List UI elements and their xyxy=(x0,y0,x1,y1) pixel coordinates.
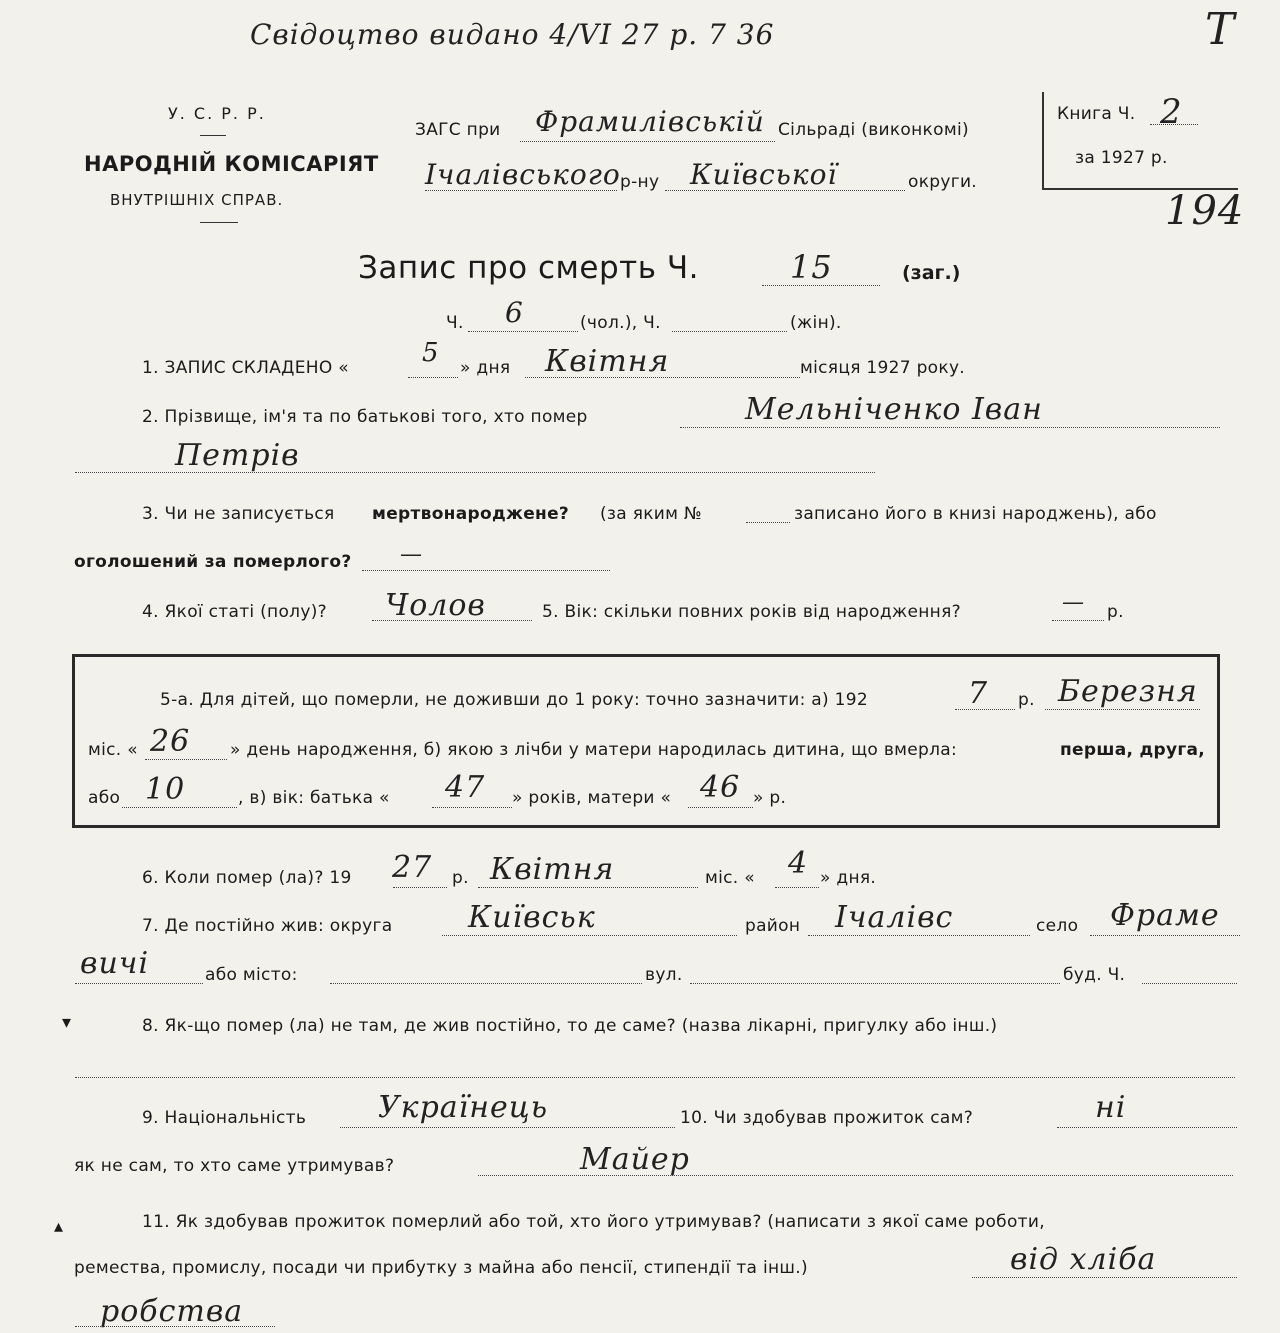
q1-mid: » дня xyxy=(460,358,511,378)
q11-line3-hw: робства xyxy=(100,1294,244,1329)
q3-a: 3. Чи не записується xyxy=(142,504,335,524)
q1-month-hw: Квітня xyxy=(545,344,670,379)
q7-misto: або місто: xyxy=(205,965,298,985)
female-label: (жін). xyxy=(790,313,842,333)
record-number-hw: 15 xyxy=(790,248,833,286)
q5a-r: р. xyxy=(1018,690,1035,710)
q7-rayon-hw: Ічалівс xyxy=(835,900,954,935)
q11-line2-hw: від хліба xyxy=(1010,1242,1157,1277)
zags-prefix: ЗАГС при xyxy=(415,120,501,140)
q6-month-hw: Квітня xyxy=(490,852,615,887)
margin-number: 194 xyxy=(1165,188,1245,234)
book-number-hw: 2 xyxy=(1160,92,1183,132)
q11-line1: 11. Як здобував прожиток померлий або той, хто його утримував? (написати з якої саме роботи, xyxy=(142,1212,1045,1232)
q3-b: мертвонароджене? xyxy=(372,504,570,524)
q6-year-hw: 27 xyxy=(392,850,433,885)
q5a-line1: 5-а. Для дітей, що померли, не доживши до 1 року: точно зазначити: а) 192 xyxy=(160,690,869,710)
q5a-month-hw: Березня xyxy=(1058,674,1198,709)
internal-affairs-label: ВНУТРІШНІХ СПРАВ. xyxy=(110,191,284,209)
male-count-hw: 6 xyxy=(505,296,524,329)
q3-e: оголошений за померлого? xyxy=(74,552,352,572)
q2-name2-hw: Петрів xyxy=(175,438,300,473)
q5-age-hw: — xyxy=(1062,590,1085,615)
ussr-label: У. С. Р. Р. xyxy=(168,104,266,123)
q5a-mother-hw: 46 xyxy=(700,770,741,805)
q6-label: 6. Коли помер (ла)? 19 xyxy=(142,868,352,888)
zags-district-label: р-ну xyxy=(620,172,660,192)
record-title-suffix: (заг.) xyxy=(902,262,961,284)
q6-tail: » дня. xyxy=(820,868,877,888)
q10-hw: ні xyxy=(1095,1090,1127,1125)
q6-r: р. xyxy=(452,868,469,888)
q6-day-hw: 4 xyxy=(788,846,809,881)
q5a-day-hw: 26 xyxy=(150,724,191,759)
male-label: (чол.), Ч. xyxy=(580,313,661,333)
q7-selo2-hw: вичі xyxy=(80,946,150,981)
q10-label: 10. Чи здобував прожиток сам? xyxy=(680,1108,974,1128)
q3-d: записано його в книзі народжень), або xyxy=(794,504,1157,524)
q4-sex-hw: Чолов xyxy=(385,588,486,623)
q7-okrug-hw: Київськ xyxy=(468,900,596,935)
q9-nat-hw: Українець xyxy=(378,1090,549,1125)
zags-okrug-hw: Київської xyxy=(690,158,838,191)
q7-vul: вул. xyxy=(645,965,683,985)
q7-label: 7. Де постійно жив: округа xyxy=(142,916,393,936)
q5a-order-hw: 10 xyxy=(145,772,186,807)
zags-council: Сільраді (виконкомі) xyxy=(778,120,969,140)
zags-village-hw: Фрамилівській xyxy=(535,105,765,138)
q10-line2: як не сам, то хто саме утримував? xyxy=(74,1156,395,1176)
q6-mis: міс. « xyxy=(705,868,755,888)
header-divider-2 xyxy=(200,222,238,223)
q4-label: 4. Якої статі (полу)? xyxy=(142,602,327,622)
top-handwritten-note: Свідоцтво видано 4/VI 27 р. 7 36 xyxy=(250,18,775,51)
q5a-father-hw: 47 xyxy=(445,770,486,805)
death-record-document: Свідоцтво видано 4/VI 27 р. 7 36 Т У. С. Р. Р. НАРОДНІЙ КОМІСАРІЯТ ВНУТРІШНІХ СПРАВ. ЗАГС при Фрамилівській Сільраді (виконкомі) Ічалівського р-ну Київської округи. Книга Ч. 2 за 1927 р. 194 Запис про смерть Ч. 15 (заг.) Ч. 6 (чол.), Ч. (жін). 1. ЗАПИС СКЛАДЕНО « 5 » дня Квітня місяця 1927 року. 2. Прізвище, ім'я та по батькові того, хто помер Мельніченко Іван Петрів 3. Чи не записується мертвонароджене? (за яким № записано його в книзі народжень), або оголошений за померлого? — 4. Якої статі (полу)? Чолов 5. Вік: скільки повних років від народження? — р. 5-а. Для дітей, що померли, не доживши до 1 року: точно зазначити: а) 192 7 р. Березня міс. « 26 » день народження, б) якою з лічби у матери народилась дитина, що вмерла: перша, друга, або 10 , в) вік: батька « 47 » років, матери « 46 » р. 6. Коли помер (ла)? 19 27 р. Квітня міс. « 4 » дня. 7. Де постійно жив: округа Київськ район Ічалівс село Фраме вичі або місто: вул. буд. Ч. ▾ 8. Як-що помер (ла) не там, де жив постійно, то де саме? (назва лікарні, пригулку або інш.) 9. Національність Українець 10. Чи здобував прожиток сам? ні як не сам, то хто саме утримував? Майер ▴ 11. Як здобував прожиток померлий або той, хто його утримував? (написати з якої саме роботи, ремества, промислу, посади чи прибутку з майна або пенсії, стипендії та інш.) від хліба робства xyxy=(54,4,1245,1329)
q1-day-hw: 5 xyxy=(422,338,440,368)
record-title: Запис про смерть Ч. xyxy=(358,250,699,286)
q9-label: 9. Національність xyxy=(142,1108,307,1128)
zags-okrug-label: округи. xyxy=(908,172,978,192)
q5a-line3: , в) вік: батька « xyxy=(238,788,390,808)
q3-e-hw: — xyxy=(400,542,423,567)
q7-selo-hw: Фраме xyxy=(1110,898,1220,933)
header-divider xyxy=(200,135,226,136)
zags-district-hw: Ічалівського xyxy=(425,158,621,191)
q8-label: 8. Як-що помер (ла) не там, де жив постійно, то де саме? (назва лікарні, пригулку або інш.) xyxy=(142,1016,998,1036)
book-year: за 1927 р. xyxy=(1075,148,1168,168)
q2-name-hw: Мельніченко Іван xyxy=(745,392,1043,427)
q5a-bold2: перша, друга, xyxy=(1060,740,1206,760)
q5a-line3b: » років, матери « xyxy=(512,788,672,808)
q5a-line3c: » р. xyxy=(753,788,787,808)
q5a-year-hw: 7 xyxy=(968,676,989,711)
q3-c: (за яким № xyxy=(600,504,702,524)
q10-line2-hw: Майер xyxy=(580,1142,690,1177)
subtitle-ch: Ч. xyxy=(446,313,464,333)
q2-label: 2. Прізвище, ім'я та по батькові того, хто помер xyxy=(142,407,588,427)
q7-bud: буд. Ч. xyxy=(1063,965,1126,985)
q5a-line2: » день народження, б) якою з лічби у матери народилась дитина, що вмерла: xyxy=(230,740,958,760)
q1-label: 1. ЗАПИС СКЛАДЕНО « xyxy=(142,358,349,378)
q7-rayon: район xyxy=(745,916,801,936)
q1-tail: місяця 1927 року. xyxy=(800,358,966,378)
corner-mark: Т xyxy=(1205,4,1236,55)
q5-label: 5. Вік: скільки повних років від народження? xyxy=(542,602,961,622)
q11-line2: ремества, промислу, посади чи прибутку з майна або пенсії, стипендії та інш.) xyxy=(74,1258,808,1278)
q5-r: р. xyxy=(1107,602,1124,622)
book-label: Книга Ч. xyxy=(1057,104,1136,124)
q5a-mis: міс. « xyxy=(88,740,138,760)
q5a-abo: або xyxy=(88,788,121,808)
q7-selo: село xyxy=(1036,916,1079,936)
commissariat-title: НАРОДНІЙ КОМІСАРІЯТ xyxy=(84,152,379,176)
